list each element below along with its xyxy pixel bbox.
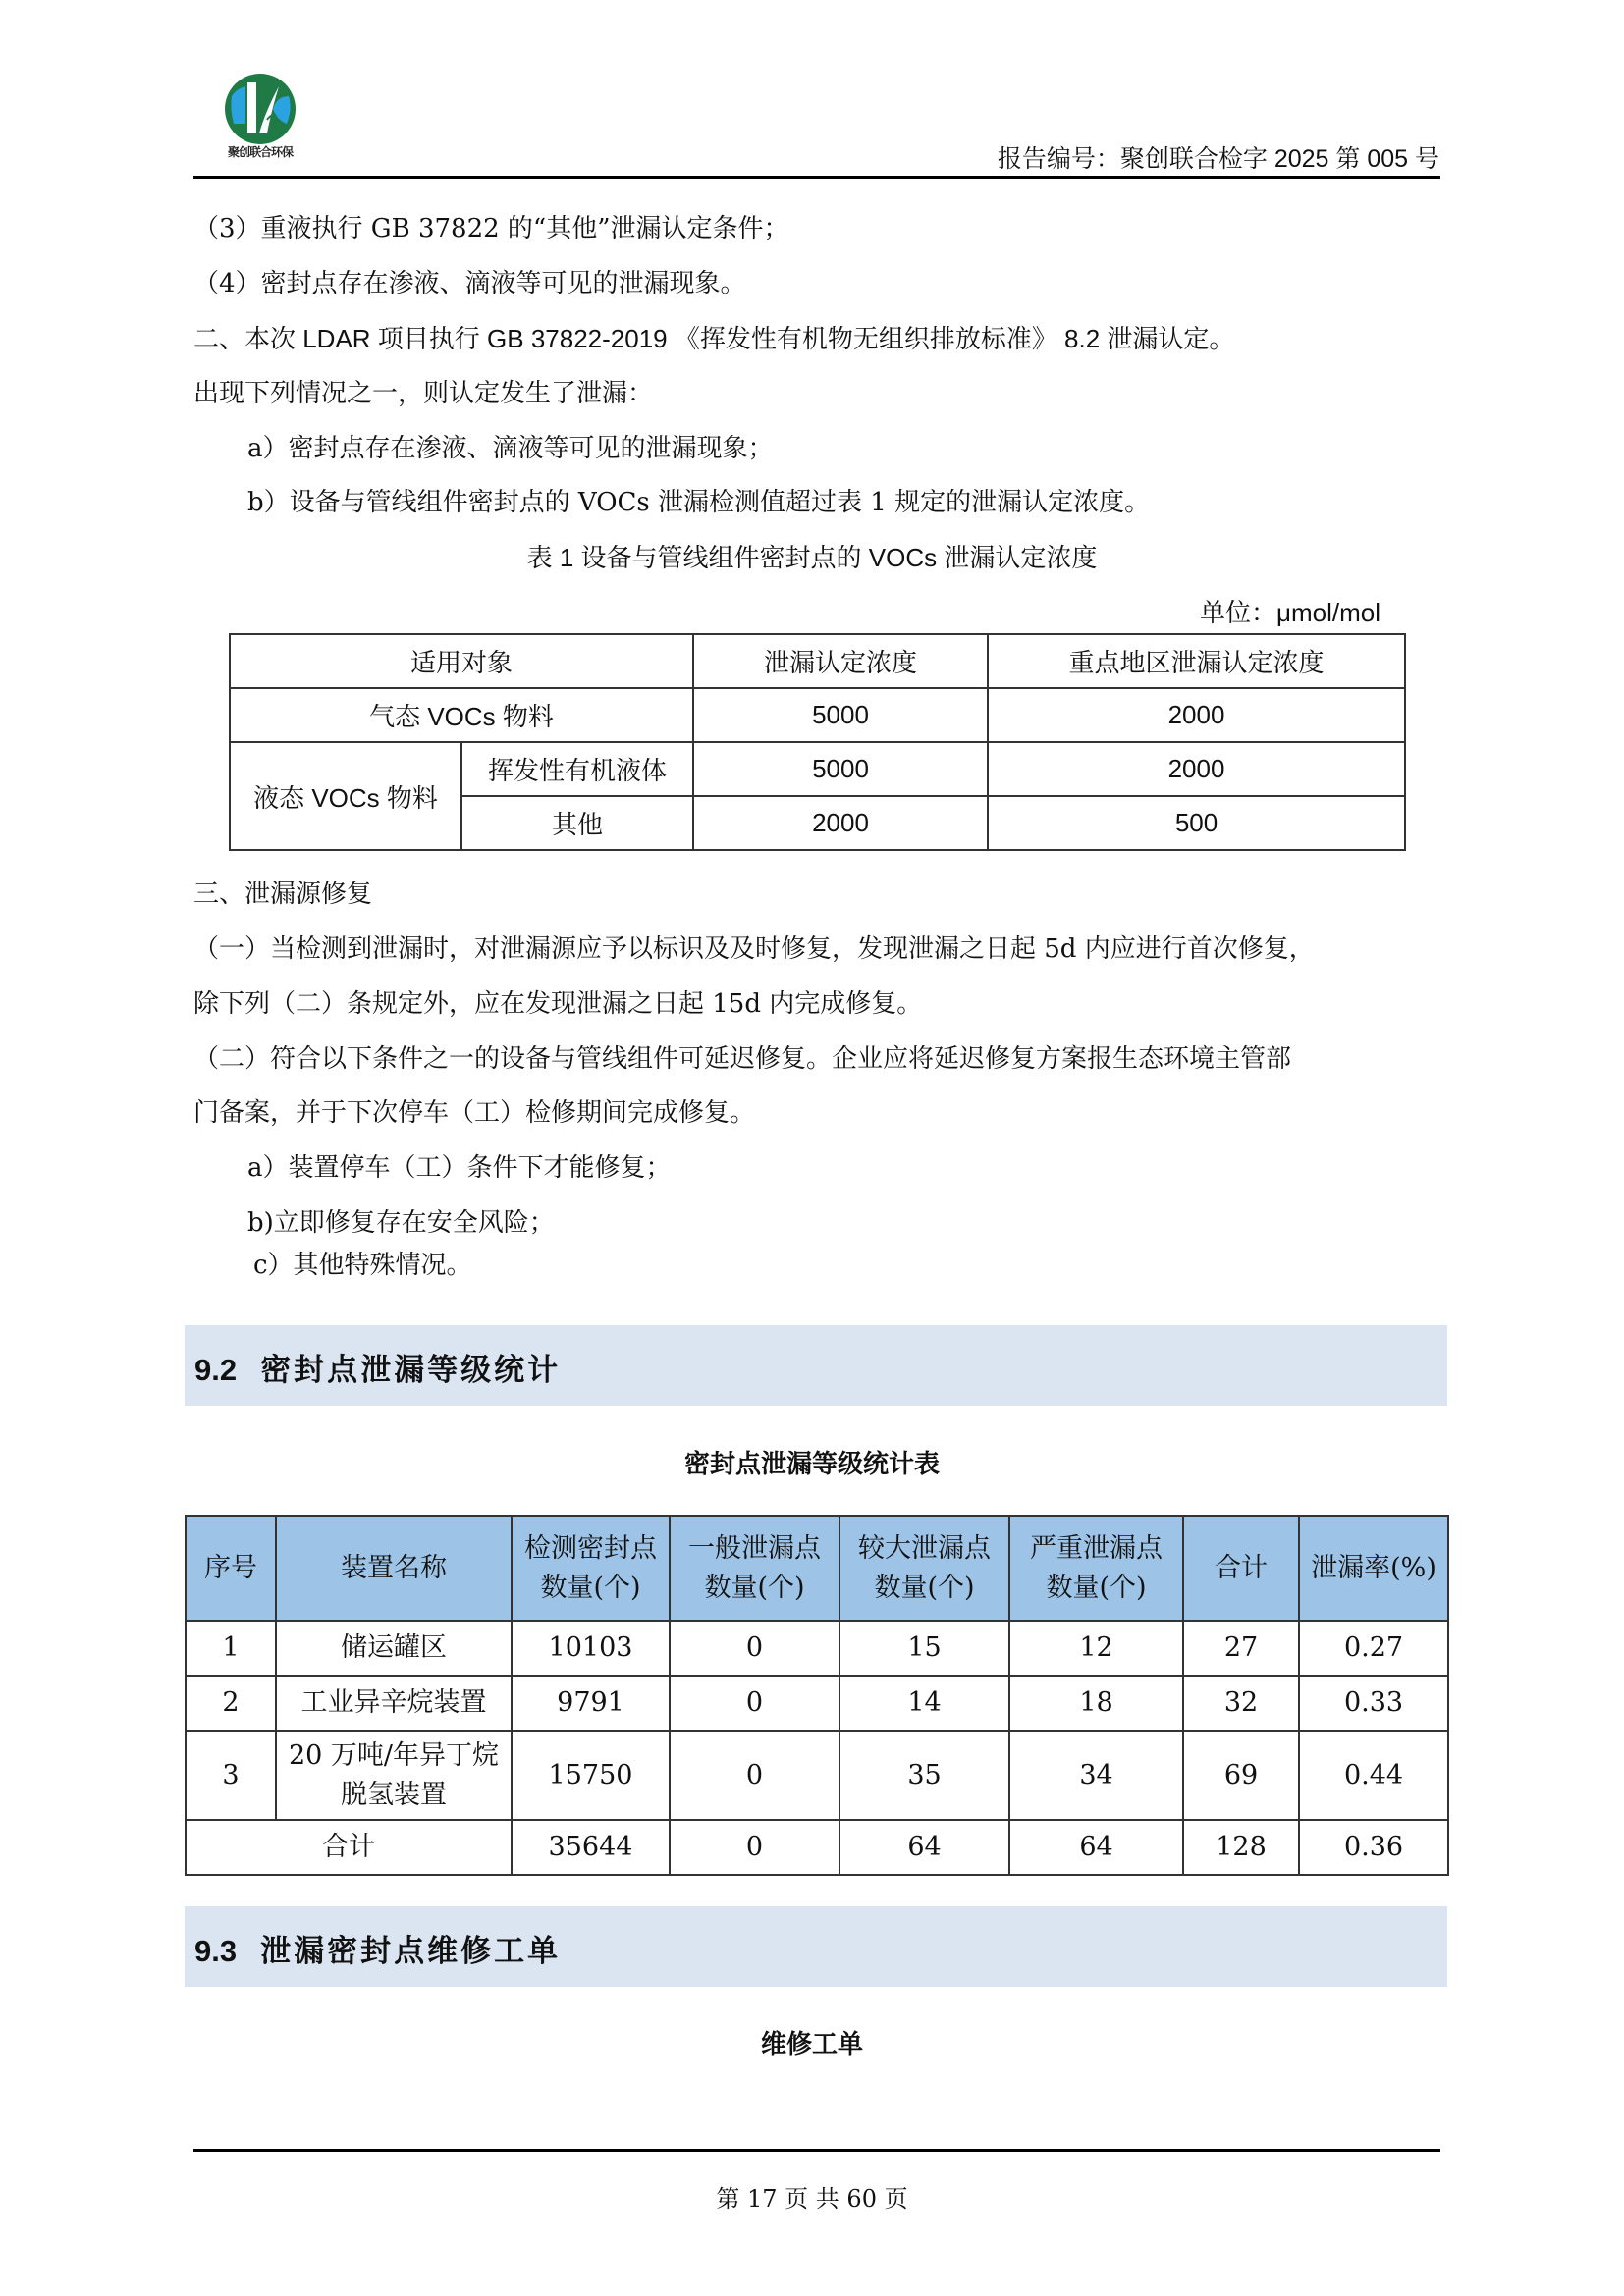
paragraph-line: （一）当检测到泄漏时，对泄漏源应予以标识及及时修复，发现泄漏之日起 5d 内应进行首次修复， <box>193 934 1315 964</box>
cell-checked: 35644 <box>512 1820 670 1875</box>
paragraph-line: 门备案，并于下次停车（工）检修期间完成修复。 <box>193 1098 756 1128</box>
section-title <box>194 1926 561 1970</box>
cell-total: 32 <box>1183 1676 1299 1731</box>
cell-total: 128 <box>1183 1820 1299 1875</box>
list-item: a）装置停车（工）条件下才能修复； <box>247 1153 672 1183</box>
header-cell: 较大泄漏点 数量(个) <box>839 1516 1009 1621</box>
cell-general: 0 <box>670 1731 839 1820</box>
table2-caption: 密封点泄漏等级统计表 <box>683 1450 940 1479</box>
cell-value: 5000 <box>693 742 988 796</box>
cell-checked: 10103 <box>512 1621 670 1676</box>
cell-general: 0 <box>670 1676 839 1731</box>
cell-key-value: 500 <box>988 796 1405 850</box>
table-row <box>186 1621 1448 1676</box>
cell-value: 5000 <box>693 688 988 742</box>
paragraph-line: （3）重液执行 GB 37822 的“其他”泄漏认定条件； <box>193 214 789 243</box>
cell-no: 3 <box>186 1731 276 1820</box>
table-row <box>230 688 1405 742</box>
header-cell: 泄漏认定浓度 <box>693 634 988 688</box>
list-item: a）密封点存在渗液、滴液等可见的泄漏现象； <box>247 434 774 463</box>
cell-rate: 0.33 <box>1299 1676 1448 1731</box>
paragraph-heading: 三、泄漏源修复 <box>193 880 373 909</box>
header-cell: 合计 <box>1183 1516 1299 1621</box>
logo-emblem-icon <box>224 73 297 145</box>
cell-total: 69 <box>1183 1731 1299 1820</box>
table-row <box>186 1676 1448 1731</box>
cell-name: 20 万吨/年异丁烷 脱氢装置 <box>276 1731 512 1820</box>
section-number: 9.2 <box>194 1353 238 1387</box>
section-title <box>194 1345 561 1389</box>
company-logo <box>224 73 297 145</box>
cell-severe: 34 <box>1009 1731 1183 1820</box>
cell-no: 1 <box>186 1621 276 1676</box>
paragraph-line: 除下列（二）条规定外，应在发现泄漏之日起 15d 内完成修复。 <box>193 989 923 1019</box>
cell-major: 14 <box>839 1676 1009 1731</box>
cell-label: 挥发性有机液体 <box>461 742 693 796</box>
leak-grade-statistics-table <box>185 1515 1449 1876</box>
cell-checked: 9791 <box>512 1676 670 1731</box>
cell-key-value: 2000 <box>988 688 1405 742</box>
footer-divider <box>193 2149 1440 2152</box>
leak-threshold-table <box>229 633 1406 851</box>
cell-label: 其他 <box>461 796 693 850</box>
section-number: 9.3 <box>194 1934 238 1968</box>
cell-major: 64 <box>839 1820 1009 1875</box>
header-divider <box>193 176 1440 179</box>
page-number: 第 17 页 共 60 页 <box>716 2185 908 2213</box>
table-header-row <box>186 1516 1448 1621</box>
cell-total: 27 <box>1183 1621 1299 1676</box>
cell-rate: 0.36 <box>1299 1820 1448 1875</box>
cell-group-label: 液态 VOCs 物料 <box>230 742 461 850</box>
table-row <box>186 1731 1448 1820</box>
cell-severe: 18 <box>1009 1676 1183 1731</box>
header-cell: 检测密封点 数量(个) <box>512 1516 670 1621</box>
cell-rate: 0.27 <box>1299 1621 1448 1676</box>
cell-general: 0 <box>670 1621 839 1676</box>
work-order-caption: 维修工单 <box>760 2030 863 2059</box>
table1-caption: 表 1 设备与管线组件密封点的 VOCs 泄漏认定浓度 <box>526 543 1098 572</box>
header-cell: 泄漏率(%) <box>1299 1516 1448 1621</box>
table-header-row <box>230 634 1405 688</box>
header-cell: 一般泄漏点 数量(个) <box>670 1516 839 1621</box>
cell-no: 2 <box>186 1676 276 1731</box>
table1-unit: 单位：μmol/mol <box>1200 598 1380 627</box>
cell-major: 15 <box>839 1621 1009 1676</box>
list-item: c）其他特殊情况。 <box>253 1251 472 1280</box>
logo-text: 聚创联合环保 <box>227 145 293 159</box>
paragraph-line: 出现下列情况之一，则认定发生了泄漏： <box>193 379 654 408</box>
list-item: b)立即修复存在安全风险； <box>247 1208 555 1238</box>
header-cell: 重点地区泄漏认定浓度 <box>988 634 1405 688</box>
cell-label: 气态 VOCs 物料 <box>230 688 693 742</box>
paragraph-line: 二、本次 LDAR 项目执行 GB 37822-2019 《挥发性有机物无组织排放标准》 8.2 泄漏认定。 <box>193 324 1235 353</box>
table-row <box>230 742 1405 796</box>
header-cell: 序号 <box>186 1516 276 1621</box>
paragraph-line: （二）符合以下条件之一的设备与管线组件可延迟修复。企业应将延迟修复方案报生态环境主管部 <box>193 1044 1292 1074</box>
paragraph-line: （4）密封点存在渗液、滴液等可见的泄漏现象。 <box>193 269 746 298</box>
cell-general: 0 <box>670 1820 839 1875</box>
section-heading-9-3 <box>185 1906 1447 1987</box>
cell-key-value: 2000 <box>988 742 1405 796</box>
cell-severe: 12 <box>1009 1621 1183 1676</box>
cell-checked: 15750 <box>512 1731 670 1820</box>
cell-name: 工业异辛烷装置 <box>276 1676 512 1731</box>
table-total-row <box>186 1820 1448 1875</box>
header-cell: 严重泄漏点 数量(个) <box>1009 1516 1183 1621</box>
section-title-text: 泄漏密封点维修工单 <box>260 1934 562 1969</box>
cell-rate: 0.44 <box>1299 1731 1448 1820</box>
section-title-text: 密封点泄漏等级统计 <box>260 1353 562 1388</box>
cell-severe: 64 <box>1009 1820 1183 1875</box>
cell-major: 35 <box>839 1731 1009 1820</box>
header-cell: 装置名称 <box>276 1516 512 1621</box>
list-item: b）设备与管线组件密封点的 VOCs 泄漏检测值超过表 1 规定的泄漏认定浓度。 <box>247 488 1151 517</box>
cell-name: 储运罐区 <box>276 1621 512 1676</box>
report-number: 报告编号：聚创联合检字 2025 第 005 号 <box>997 145 1439 173</box>
section-heading-9-2 <box>185 1325 1447 1406</box>
header-cell: 适用对象 <box>230 634 693 688</box>
cell-value: 2000 <box>693 796 988 850</box>
cell-total-label: 合计 <box>186 1820 512 1875</box>
